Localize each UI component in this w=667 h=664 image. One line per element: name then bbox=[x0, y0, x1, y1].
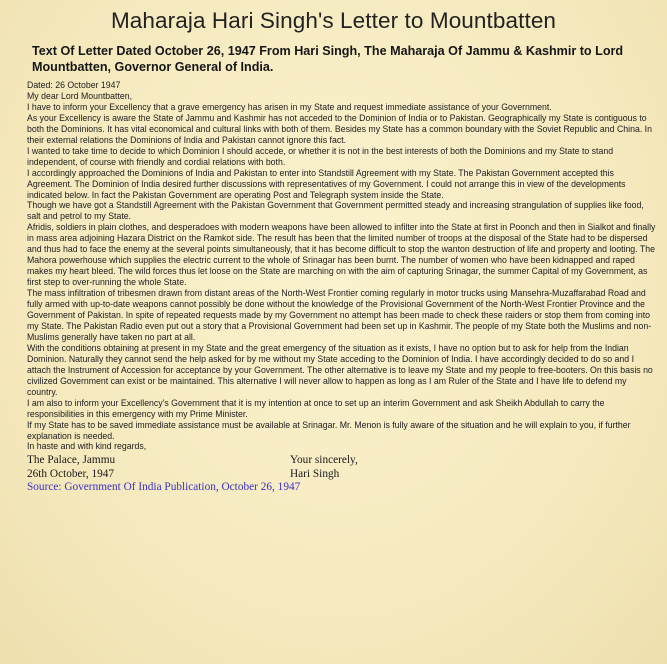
letter-paragraph: I accordingly approached the Dominions of India and Pakistan to enter into Standstill Agreement with my State. The Pakistan Government accepted this Agreement. The Dominion of India desired further discussions with representatives of my Government. I could not arrange this in view of the developments indicated below. In fact the Pakistan Government are operating Post and Telegraph system inside the State. bbox=[27, 167, 626, 200]
letter-paragraph: I have to inform your Excellency that a grave emergency has arisen in my State and request immediate assistance of your Government. bbox=[27, 101, 552, 112]
page-title: Maharaja Hari Singh's Letter to Mountbatten bbox=[110, 8, 557, 33]
signature-block bbox=[27, 453, 657, 481]
letter-body bbox=[27, 80, 657, 452]
signature-right bbox=[290, 453, 358, 481]
letter-date: Dated: 26 October 1947 bbox=[27, 80, 121, 90]
letter-subheading: Text Of Letter Dated October 26, 1947 From Hari Singh, The Maharaja Of Jammu & Kashmir to Lord Mountbatten, Governor General of India. bbox=[32, 44, 624, 74]
letter-salutation: My dear Lord Mountbatten, bbox=[27, 90, 133, 101]
letter-paragraph: I am also to inform your Excellency's Government that it is my intention at once to set up an interim Government and ask Sheikh Abdullah to carry the responsibilities in this emergency with my Prime Minister. bbox=[27, 397, 605, 419]
source-citation: Source: Government Of India Publication, October 26, 1947 bbox=[27, 481, 301, 494]
letter-paragraph: I wanted to take time to decide to which Dominion I should accede, or whether it is not in the best interests of both the Dominions and my State to stand independent, of course with friendly and cordial relations with both. bbox=[27, 145, 614, 167]
signature-name: Hari Singh bbox=[290, 468, 340, 481]
letter-paragraph: Though we have got a Standstill Agreement with the Pakistan Government that Government permitted steady and increasing strangulation of supplies like food, salt and petrol to my State. bbox=[27, 200, 644, 222]
letter-paragraph: The mass infiltration of tribesmen drawn from distant areas of the North-West Frontier coming regularly in motor trucks using Mansehra-Muzaffarabad Road and fully armed with up-to-date weapons cannot possibly be done without the knowledge of the Provisional Government of the North-West Frontier Province and the Government of Pakistan. In spite of repeated requests made by my Government no attempt has been made to check these raiders or stop them from coming into my State. The Pakistan Radio even put out a story that a Provisional Government had been set up in Kashmir. The people of my State both the Muslims and non-Muslims generally have taken no part at all. bbox=[27, 288, 652, 342]
signature-date: 26th October, 1947 bbox=[27, 468, 115, 481]
signature-closing: Your sincerely, bbox=[290, 454, 358, 467]
letter-paragraph: Afridis, soldiers in plain clothes, and desperadoes with modern weapons have been allowed to infilter into the State at first in Poonch and then in Sialkot and finally in mass area adjoining Hazara District on the Ramkot side. The result has been that the limited number of troops at the disposal of the State had to be dispersed and thus had to face the enemy at the several points simultaneously, that it has become difficult to stop the wanton destruction of life and property and looting. The Mahora powerhouse which supplies the electric current to the whole of Srinagar has been burnt. The number of women who have been kidnapped and raped makes my heart bleed. The wild forces thus let loose on the State are marching on with the aim of capturing Srinagar, the summer Capital of my Government, as first step to over-running the whole State. bbox=[27, 222, 656, 288]
letter-closing-line: In haste and with kind regards, bbox=[27, 441, 147, 452]
letter-paragraph: If my State has to be saved immediate assistance must be available at Srinagar. Mr. Menon is fully aware of the situation and he will explain to you, if further explanation is needed. bbox=[27, 419, 631, 441]
signature-place: The Palace, Jammu bbox=[27, 454, 116, 467]
letter-paragraph: With the conditions obtaining at present in my State and the great emergency of the situation as it exists, I have no option but to ask for help from the Indian Dominion. Naturally they cannot send the help asked for by me without my State acceding to the Dominion of India. I have accordingly decided to do so and I attach the Instrument of Accession for acceptance by your Government. The other alternative is to leave my State and my people to free-booters. On this basis no civilized Government can exist or be maintained. This alternative I will never allow to happen as long as I am Ruler of the State and I have life to defend my country. bbox=[27, 342, 653, 397]
signature-left bbox=[27, 453, 290, 481]
letter-paragraph: As your Excellency is aware the State of Jammu and Kashmir has not acceded to the Dominion of India or to Pakistan. Geographically my State is contiguous to both the Dominions. It has vital economical and cultural links with both of them. Besides my State has a common boundary with the Soviet Republic and China. In their external relations the Dominions of India and Pakistan cannot ignore this fact. bbox=[27, 112, 652, 145]
